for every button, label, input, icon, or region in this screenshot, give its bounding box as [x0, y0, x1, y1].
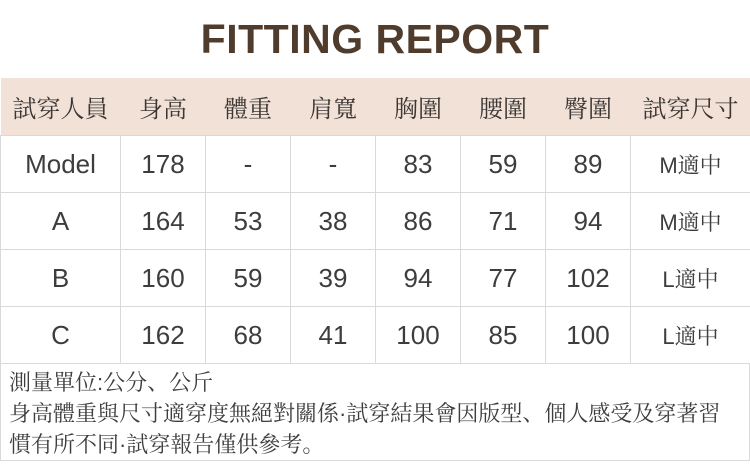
cell-weight: 68 — [206, 307, 291, 364]
cell-hip: 89 — [546, 136, 631, 193]
footer-notes — [0, 364, 750, 461]
cell-height: 162 — [121, 307, 206, 364]
table-row-a — [1, 193, 750, 250]
cell-weight: - — [206, 136, 291, 193]
header-row — [1, 78, 750, 136]
cell-shoulder: 41 — [291, 307, 376, 364]
cell-fit-size: M適中 — [631, 136, 750, 193]
header-cell-hip: 臀圍 — [546, 78, 631, 136]
unit-note: 測量單位:公分、公斤 — [9, 370, 214, 395]
cell-height: 164 — [121, 193, 206, 250]
cell-fit-size: L適中 — [631, 250, 750, 307]
header-cell-chest: 胸圍 — [376, 78, 461, 136]
cell-weight: 59 — [206, 250, 291, 307]
cell-waist: 77 — [461, 250, 546, 307]
cell-waist: 59 — [461, 136, 546, 193]
cell-height: 178 — [121, 136, 206, 193]
cell-chest: 94 — [376, 250, 461, 307]
cell-person: Model — [1, 136, 121, 193]
cell-person: A — [1, 193, 121, 250]
cell-chest: 100 — [376, 307, 461, 364]
cell-chest: 86 — [376, 193, 461, 250]
cell-weight: 53 — [206, 193, 291, 250]
cell-fit-size: M適中 — [631, 193, 750, 250]
cell-hip: 102 — [546, 250, 631, 307]
cell-hip: 94 — [546, 193, 631, 250]
page-title: FITTING REPORT — [200, 15, 550, 62]
cell-fit-size: L適中 — [631, 307, 750, 364]
cell-shoulder: - — [291, 136, 376, 193]
header-cell-weight: 體重 — [206, 78, 291, 136]
cell-height: 160 — [121, 250, 206, 307]
cell-waist: 85 — [461, 307, 546, 364]
header-cell-fit-size: 試穿尺寸 — [631, 78, 750, 136]
disclaimer-note: 身高體重與尺寸適穿度無絕對關係·試穿結果會因版型、個人感受及穿著習慣有所不同·試穿報告僅供參考。 — [9, 401, 721, 457]
header-cell-height: 身高 — [121, 78, 206, 136]
fitting-table — [0, 78, 750, 364]
cell-shoulder: 39 — [291, 250, 376, 307]
header-cell-waist: 腰圍 — [461, 78, 546, 136]
table-row-c — [1, 307, 750, 364]
table-row-model — [1, 136, 750, 193]
cell-chest: 83 — [376, 136, 461, 193]
cell-shoulder: 38 — [291, 193, 376, 250]
header-cell-person: 試穿人員 — [1, 78, 121, 136]
table-row-b — [1, 250, 750, 307]
cell-person: B — [1, 250, 121, 307]
cell-waist: 71 — [461, 193, 546, 250]
header-cell-shoulder: 肩寬 — [291, 78, 376, 136]
cell-hip: 100 — [546, 307, 631, 364]
cell-person: C — [1, 307, 121, 364]
